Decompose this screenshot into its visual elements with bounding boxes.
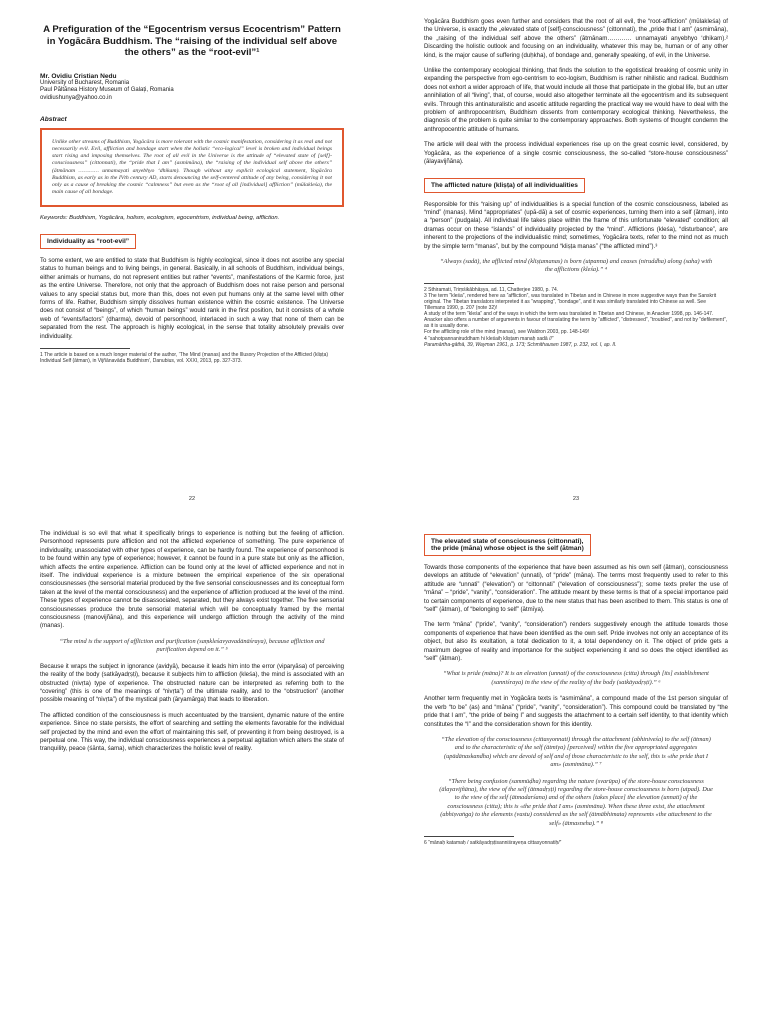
page-22: [0, 0, 384, 512]
affiliation-2: Paul Păltănea History Museum of Galați, Romania: [40, 87, 174, 94]
block-quote: “The elevation of the consciousness (cittasyonnati) through the attachment (abhiniveśa) to the self (ātman) and to the characteristic of the self (ātmīya) [perceived] within the five appropriated aggregates (upādānaskandha) which are devoid of self and of those characteristic to the self, this is «the pride that I am» (asmimāna).” ⁷: [441, 735, 711, 769]
keywords: Keywords: Buddhism, Yogācāra, holism, ecologism, egocentrism, individual being, affliction.: [40, 214, 280, 221]
block-quote: “There being confusion (sammūḍha) regarding the nature (svarūpa) of the store-house consciousness (ālayavijñāna), the view of the self (ātmadṛṣṭi) regarding the store-house consciousness is born (utpad). Due to the view of the self (ātmadarśana) and of the others [takes place] the elevation (unnati) of the consciousness (citta); this is «the pride that I am» (asmimāna). When these three exist, the attachment (abhiṣvaṅga) to the elements (vastu) considered as the self (ātmābhimata) represents «the attachment to the self» (ātmasneha).” ⁸: [439, 777, 713, 827]
block-quote: “Always (sadā), the afflicted mind (kliṣṭamanas) is born (utpanna) and ceases (niruddha) along (saha) with the afflictions (kleśa).” ⁴: [440, 257, 712, 274]
section-heading-line-2: the pride (māna) whose object is the self (ātman): [431, 545, 584, 552]
author-name: Mr. Ovidiu Cristian Nedu: [40, 72, 117, 80]
affiliation-1: University of Bucharest, Romania: [40, 79, 130, 86]
paragraph: Unlike the contemporary ecological thinking, that finds the solution to the egotistical breaking of cosmic unity in expanding the perspective from ego-centrism to eco-logism, Buddhism is rather nihilistic and radical. Buddhism does not exhort a wider approach of life, that would include all those that participate in the global life, but an utter annihilation of all “living”, that, of course, would also altogether terminate all the egocentrism and its subsequent evils. Through this antinaturalistic and ascetic attitude regarding the practical way we would have to deal with the problem of anthropocentrism, Buddhism dissents from contemporary ecological thinking. Nevertheless, the diagnosis of the problem is quite similar to the contemporary approaches. Both systems of thought condemn the anthropocentric attitude of humans.: [424, 67, 728, 133]
footnote-divider: [40, 348, 130, 349]
footnote: 4 “sahotpannaniruddham hi kleśaiḥ kliṣṭam manaḥ sadā //”: [424, 335, 554, 342]
paragraph: Yogācāra Buddhism goes even further and considers that the root of all evil, the “root-affliction” (mūlakleśa) of the Universe, is exactly the „elevated state of [self]-consciousness” (cittonnati), the „pride that I am” (asmimāna), the „raising of the individual self above the others” (ātmānam………… unnamayati anyebhyo ‘dhikam).² Discarding the holistic outlook and focusing on an individuality, whatever this may be, human or of any other kind, is the major cause of suffering (duḥkha), of bondage and, generally speaking, of evil, in the Universe.: [424, 18, 728, 59]
footnote: 1 The article is based on a much longer material of the author, ‘The Mind (manas) and the Illusory Projection of the Afflicted (kliṣṭa) Individual Self (ātman), in Vijñānavāda Buddhism’, Danubius, vol. XXXI, 2013, pp. 327-373.: [40, 351, 329, 365]
author-block: [40, 73, 344, 103]
footnote-divider: [424, 836, 514, 837]
paragraph: The afflicted condition of the consciousness is much accentuated by the transient, dynamic nature of the entire experience. Since no state persists, the effort of searching and settling the elements favorable for the individual self projected by the mind and even the effort of maintaining this self, of preventing it from being destroyed, is a perpetual one. This way, the individual consciousness experiences a perpetual agitation which alters the state of tranquility, peace (śānta, śama), which characterizes the holistic level of reality.: [40, 711, 344, 753]
page-25: [384, 512, 768, 1024]
footnotes: [424, 287, 728, 348]
page-number: 23: [572, 496, 580, 502]
author-email: ovidiushunya@yahoo.co.in: [40, 94, 112, 101]
section-heading-line-1: The elevated state of consciousness (cittonnati),: [431, 538, 584, 545]
paragraph: The individual is so evil that what it specifically brings to experience is nothing but the feeling of affliction. Personhood represents pure affliction and not the afflicted experience of something. The pure experience of individuality, unassociated with other types of experience, can be hardly found. The experience of personhood is to be found within any type of experience; however, it cannot be found in a pure state but only as the affliction, which affects the entire experience. Affliction can be found only at the level of afflicted experience and not in itself. The individual experience is a mixture between the empirical experience of the six operational consciousnesses (the sensorial material produced by the five sensorial consciousnesses and its conceptual form taken at the level of the mental consciousness) and the experience of affliction produced at the level of the mind. These types of experience cannot be disassociated, separated, but they always exist together. The five sensorial consciousnesses produce the brute sensorial material which will be conceptually framed by the mental consciousness (manovijñāna), and this experience will undergo affliction through the activity of the mind (manas).: [40, 530, 344, 630]
page-24: [0, 512, 384, 1024]
footnote: 3 The term “kleśa”, rendered here as “affliction”, was translated in Tibetan and in Chinese in more suggestive ways than the Sanskrit original. The Tibetan translators interpreted it as “wrapping”, “bondage”, and it was similarly translated into Chinese as well. See Tillemans 1990, p. 207 (note 32)!: [424, 292, 717, 312]
article-title: A Prefiguration of the “Egocentrism versus Ecocentrism” Pattern in Yogācāra Buddhism. The “raising of the individual self above the others” as the “root-evil”¹: [43, 24, 341, 58]
paragraph: To some extent, we are entitled to state that Buddhism is highly ecological, since it does not ascribe any special status to human beings and to living beings, in general. Basically, in all schools of Buddhism, individual beings, either animals or humans, do not represent entities but rather “events”, manifestations of the Karmic force, just as the entire Universe. Therefore, not only that the approach of Buddhism does not raise person and personal values to any special status but, more than this, does not even put humans only at the same level with other forms of life. Rather, Buddhism simply dissolves human existence within the cosmic existence. The Universe does not consist of “beings”, of which “human beings” would rank in the first position, but it consists of a whole web of “events/factors” (dharma), devoid of personhood, interlaced in such a way that none of them can be separated from the rest. The approach is highly ecological, in the sense that totality absolutely prevails over individuality.: [40, 256, 344, 340]
block-quote: “What is pride (māna)? It is an elevation (unnati) of the consciousness (citta) through [its] establishment (sanniśraya) in the view of the reality of the body (satkāyadṛṣṭi).” ⁶: [443, 670, 709, 686]
footnote: 6 “mānaḥ katamaḥ / satkāyadṛṣṭisanniśrayeṇa cittasyonnatiḥ/”: [424, 839, 562, 846]
page-23: [384, 0, 768, 512]
paragraph: Responsible for this “raising up” of individualities is a special function of the cosmic consciousness, labeled as “mind” (manas). Mind “appropriates” (upā-dā) a set of cosmic experiences, turning them into a self (ātman), into a “person” (pudgala). All individual life takes place within the frame of this unfortunate “elevated” condition; all dramas occur on these “islands” of individuality projected by the “mind”. Afflictions (kleśa), “disturbance”, are inherent to the projections of the individualistic mind; sometimes, Yogācāra texts, refer to the mind not as much by the simple term “manas”, but by the compound “kliṣṭa manas” (“the afflicted mind”).³: [424, 200, 728, 250]
paragraph: Because it wraps the subject in ignorance (avidyā), because it leads him into the error (viparyāsa) of perceiving the reality of the body (satkāyadṛṣṭi), because it subjects him to affliction (kleśa), the mind is associated with an obstructed (nivṛta) type of experience. The obstructed nature can be interpreted as referring both to the “covering” (this is one of the meanings of “nivṛta”) of the ultimate reality, and to the “obstruction” (another possible meaning of “nivṛta”) of the mystical path (āryamārga) that leads to liberation.: [40, 662, 344, 704]
section-heading: Individuality as “root-evil”: [40, 234, 136, 249]
footnote: For the afflicting role of the mind (manas), see Waldron 2003, pp. 148-149!: [424, 329, 590, 336]
footnote-divider: [424, 283, 514, 284]
footnote: Paramārtha-gāthā, 39, Wayman 1961, p. 173; Schmithausen 1987, p. 232, vol. I, ap. II.: [424, 341, 617, 348]
block-quote: “The mind is the support of affliction and purification (saṃkleśavyavadānāśraya), because affliction and purification depend on it.” ⁵: [59, 637, 325, 654]
paragraph: The term “māna” (“pride”, “vanity”, “consideration”) renders suggestively enough the attitude towards those components of experience that have been identified as the own self. Pride involves not only an acceptance of its object, but also its exultation, a total dedication to it, a total dependency on it. The object of pride gets a maximum degree of reality and importance for the subject experiencing it and so does the object identified as “self” (ātman).: [424, 621, 728, 663]
page-number: 22: [188, 496, 196, 502]
paragraph: The article will deal with the process individual experiences rise up on the great cosmic level, considered, by Yogācāra, as the experience of a single cosmic consciousness, the so-called “store-house consciousness” (ālayavijñāna).: [424, 141, 728, 166]
section-heading: The afflicted nature (kliṣṭa) of all individualities: [424, 178, 585, 193]
abstract-box: Unlike other streams of Buddhism, Yogācāra is more tolerant with the cosmic manifestation, considering it as real and not necessarily evil. Evil, affliction and bondage start when the holistic “eco-logical” level is broken and individual beings start rising and imposing themselves. The root of all evil in the Universe is the attitude of “elevated state of [self]-consciousness” (cittonnati), the “pride that I am” (asmimāna), the “raising of the individual self above the others” (ātmānam ………… unnamayati anyebhyo ‘dhikam). Though without any explicit ecological statement, Yogācāra Buddhism, as early as in the IVth century AD, starts denouncing the self-centered attitude of any being, considering it not only as a cause of breaking the cosmic “calmness” but even as the “root of all [individual] affliction” (mūlakleśa), the main cause of all bondage.: [40, 128, 344, 207]
footnote: 2 Sthiramati, Triṃśikābhāṣya, ad. 11, Chatterjee 1980, p. 74.: [424, 286, 559, 293]
abstract-label: Abstract: [40, 116, 67, 124]
paragraph: Towards those components of the experience that have been assumed as his own self (ātman), consciousness develops an attitude of “elevation” (unnati), of “pride” (māna). The terms most frequently used to refer to this attitude are “unnati” (“elevation”) or “cittonnati” (“elevation of consciousness”); some texts prefer the use of “māna” – “pride”, “vanity”, “consideration”. The attitude meant by these terms is that of a special importance paid to certain components of experience, due to the new status that has been ascribed to them. This status is one of “self” (ātman), of “belonging to self” (ātmīya).: [424, 564, 728, 614]
section-heading: [424, 534, 591, 556]
footnote: A study of the term “kleśa” and of the ways in which the term was translated in Tibetan and Chinese, in Anacker 1998, pp. 146-147. Anacker also offers a number of arguments in favour of translating the term by “afflicted”, “distressed”, “troubled”, and not by “defilement”, as it is usually done.: [424, 311, 728, 330]
paragraph: Another term frequently met in Yogācāra texts is “asmimāna”, a compound made of the 1st person singular of the verb “to be” (as) and “māna” (“pride”, “vanity”, “consideration”). This compound could be translated by “the pride that I am”, “the pride of being I” and suggests the attachment to a certain self identity, to that identity which constitutes the “I” and the consideration shown for this identity.: [424, 695, 728, 728]
